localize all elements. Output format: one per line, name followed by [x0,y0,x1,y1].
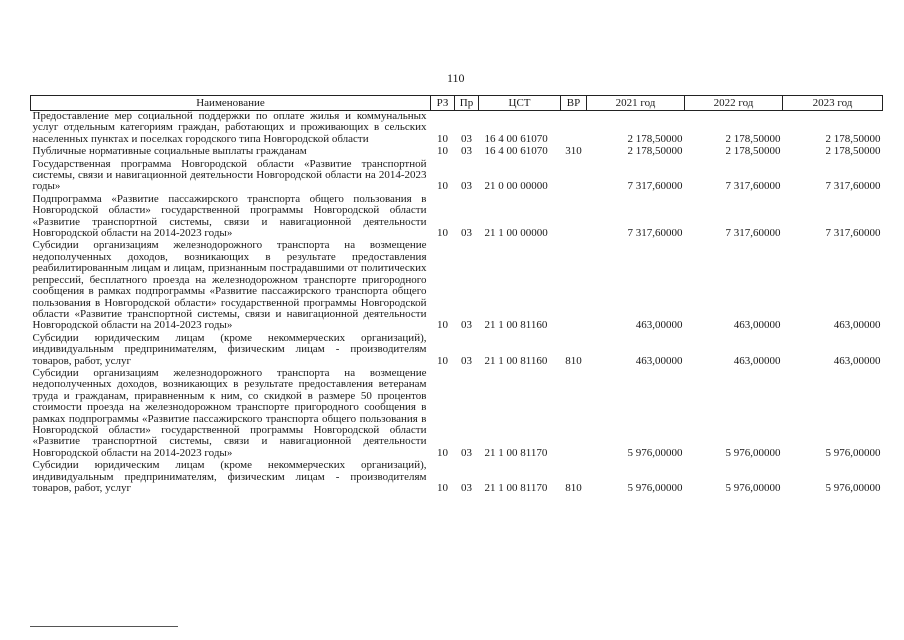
row-vr [561,194,587,241]
row-rz: 10 [437,227,448,240]
row-vr: 310 [565,145,582,158]
row-cst: 21 1 00 00000 [484,227,548,240]
row-cst: 21 1 00 81160 [484,319,548,332]
row-vr [561,111,587,147]
row-2023: 7 317,60000 [825,227,881,240]
row-name: Публичные нормативные социальные выплаты гражданам [32,145,307,158]
header-2023: 2023 год [783,96,883,111]
row-cst: 16 4 00 61070 [484,132,548,145]
row-cst: 21 0 00 00000 [484,180,548,193]
row-2023: 5 976,00000 [825,482,881,494]
row-vr: 810 [565,482,582,494]
page-number: 110 [447,71,465,85]
row-rz: 10 [437,482,448,494]
row-2021: 2 178,50000 [627,132,683,145]
table-row [31,146,883,158]
row-2021: 5 976,00000 [627,446,683,459]
row-2021: 463,00000 [635,354,683,367]
row-2023: 7 317,60000 [825,180,881,193]
row-name: Государственная программа Новгородской области «Развитие транспортной системы, связи и навигационной деятельности Новгородской области на 2014-2023 годы» [32,157,427,193]
row-2023: 2 178,50000 [825,145,881,158]
row-name: Субсидии юридическим лицам (кроме некоммерческих организаций), индивидуальным предпринимателям, физическим лицам - производителям товаров, работ, услуг [32,331,427,367]
budget-table [30,95,883,495]
row-pr: 03 [461,319,472,332]
header-vr: ВР [561,96,587,111]
row-2022: 5 976,00000 [725,446,781,459]
table-row [31,460,883,495]
header-pr: Пр [455,96,479,111]
row-name: Предоставление мер социальной поддержки по оплате жилья и коммунальных услуг отдельным категориям граждан, работающих и проживающих в сельских населенных пунктах и поселках городского типа Новгородской области [32,110,427,145]
row-pr: 03 [461,354,472,367]
row-2023: 463,00000 [833,319,881,332]
table-row [31,194,883,241]
row-rz: 10 [437,180,448,193]
row-pr: 03 [461,132,472,145]
row-2021: 7 317,60000 [627,227,683,240]
header-2021: 2021 год [587,96,685,111]
row-2022: 2 178,50000 [725,132,781,145]
row-rz: 10 [437,319,448,332]
table-header-row [31,96,883,111]
row-2021: 463,00000 [635,319,683,332]
row-rz: 10 [437,132,448,145]
row-2023: 463,00000 [833,354,881,367]
row-rz: 10 [437,354,448,367]
row-name: Субсидии юридическим лицам (кроме некоммерческих организаций), индивидуальным предпринимателям, физическим лицам - производителям товаров, работ, услуг [32,459,427,494]
row-2022: 2 178,50000 [725,145,781,158]
row-pr: 03 [461,145,472,158]
row-cst: 21 1 00 81170 [484,446,548,459]
table-row [31,368,883,460]
row-2022: 5 976,00000 [725,482,781,494]
table-row [31,333,883,368]
row-2021: 2 178,50000 [627,145,683,158]
row-cst: 21 1 00 81160 [484,354,548,367]
row-cst: 21 1 00 81170 [484,482,548,494]
row-rz: 10 [437,446,448,459]
table-row [31,240,883,332]
row-2023: 2 178,50000 [825,132,881,145]
row-2022: 7 317,60000 [725,180,781,193]
row-2021: 5 976,00000 [627,482,683,494]
header-name: Наименование [31,96,431,111]
header-cst: ЦСТ [479,96,561,111]
row-vr: 810 [565,354,582,367]
row-vr [561,159,587,194]
row-pr: 03 [461,446,472,459]
row-pr: 03 [461,227,472,240]
row-pr: 03 [461,482,472,494]
row-name: Субсидии организациям железнодорожного транспорта на возмещение недополученных доходов, возникающих в результате предоставления реабилитированным лицам и лицам, признанным пострадавшими от политических репрессий, бесплатного проезда на железнодорожном транспорте пригородного сообщения в рамках подпрограммы «Развитие пассажирского транспорта общего пользования в Новгородской области» государственной программы Новгородской области «Развитие транспортной системы, связи и навигационной деятельности Новгородской области на 2014-2023 годы» [32,239,427,332]
row-2022: 463,00000 [733,354,781,367]
row-2021: 7 317,60000 [627,180,683,193]
table-row [31,159,883,194]
row-rz: 10 [437,145,448,158]
row-pr: 03 [461,180,472,193]
row-vr [561,240,587,332]
row-name: Субсидии организациям железнодорожного транспорта на возмещение недополученных доходов, возникающих в результате предоставления ветеранам труда и гражданам, приравненным к ним, со скидкой в размере 50 процентов стоимости проезда на железнодорожном транспорте пригородного сообщения в рамках подпрограммы «Развитие пассажирского транспорта общего пользования в Новгородской области» государственной программы Новгородской области «Развитие транспортной системы, связи и навигационной деятельности Новгородской области на 2014-2023 годы» [32,366,427,459]
footer-divider [30,626,178,627]
row-2022: 7 317,60000 [725,227,781,240]
header-rz: РЗ [431,96,455,111]
table-row [31,111,883,147]
header-2022: 2022 год [685,96,783,111]
row-vr [561,368,587,460]
row-2022: 463,00000 [733,319,781,332]
row-name: Подпрограмма «Развитие пассажирского транспорта общего пользования в Новгородской области» государственной программы Новгородской области «Развитие транспортной системы, связи и навигационной деятельности Новгородской области на 2014-2023 годы» [32,192,427,240]
row-cst: 16 4 00 61070 [484,145,548,158]
row-2023: 5 976,00000 [825,446,881,459]
